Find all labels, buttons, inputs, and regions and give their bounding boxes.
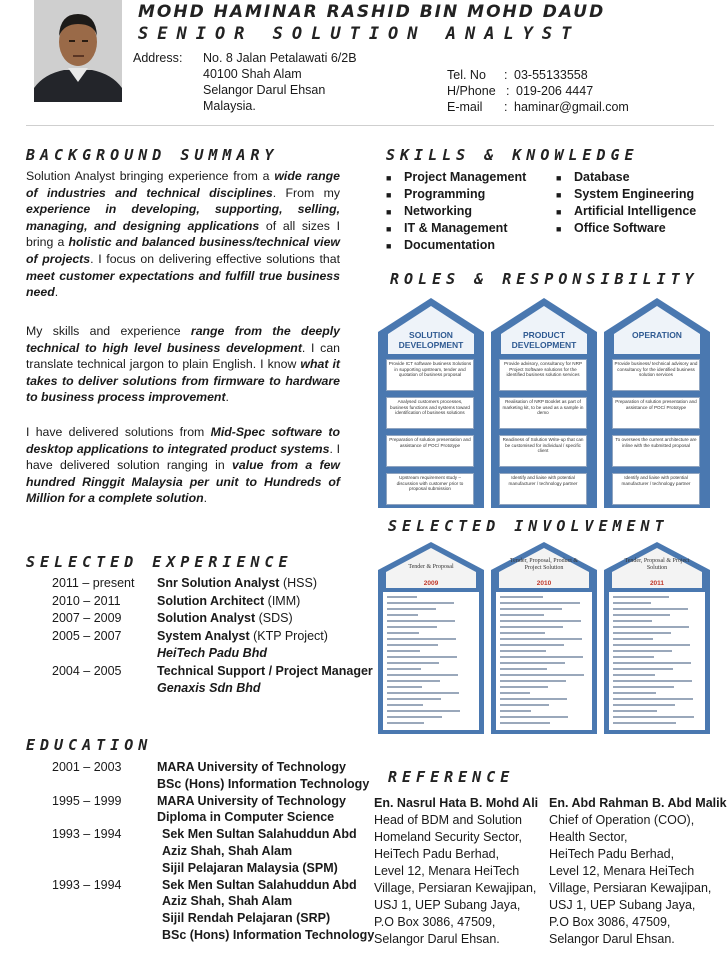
- education-list: [26, 759, 375, 944]
- experience-list: [26, 575, 373, 698]
- involvement-line: [387, 632, 419, 634]
- selected-experience-heading: SELECTED EXPERIENCE: [26, 553, 293, 571]
- involvement-heading: Tender, Proposal & Project Solution: [624, 558, 690, 571]
- education-text: Sek Men Sultan Salahuddun Abd: [162, 827, 357, 842]
- education-heading: EDUCATION: [26, 736, 153, 754]
- skills-list-1: [384, 169, 526, 254]
- involvement-line: [613, 680, 692, 682]
- involvement-line: [387, 620, 455, 622]
- involvement-line: [500, 656, 583, 658]
- involvement-panel: [383, 592, 479, 730]
- involvement-line: [613, 674, 655, 676]
- reference-1: [374, 795, 538, 948]
- involvement-body: [378, 588, 484, 734]
- reference-line: Health Sector,: [549, 830, 628, 844]
- reference-line: HeiTech Padu Berhad,: [549, 847, 675, 861]
- house-roof-icon: [602, 296, 712, 356]
- education-text: MARA University of Technology: [157, 793, 346, 808]
- emphasis-text: Mid-Spec software to desktop applications to integrated product systems: [26, 425, 340, 456]
- involvement-line: [613, 716, 694, 718]
- reference-heading: REFERENCE: [388, 768, 515, 786]
- education-text: BSc (Hons) Information Technology: [157, 776, 370, 791]
- involvement-line: [500, 596, 543, 598]
- role-heading: PRODUCT DEVELOPMENT: [511, 330, 577, 350]
- involvement-line: [387, 614, 418, 616]
- role-box: Analysed customers processes, business functions and systems toward identification of business solutions: [386, 397, 474, 429]
- skill-item: ■ Networking: [384, 203, 526, 220]
- role-heading: SOLUTION DEVELOPMENT: [398, 330, 464, 350]
- involvement-line: [500, 644, 564, 646]
- experience-title: Snr Solution Analyst: [157, 576, 280, 590]
- involvement-line: [500, 668, 547, 670]
- skill-item: ■ Documentation: [384, 237, 526, 254]
- involvement-line: [500, 686, 548, 688]
- education-text: MARA University of Technology: [157, 760, 346, 774]
- involvement-line: [387, 644, 438, 646]
- education-text: Aziz Shah, Shah Alam: [162, 894, 293, 909]
- involvement-line: [387, 674, 458, 676]
- involvement-line: [500, 662, 565, 664]
- involvement-line: [500, 692, 530, 694]
- emphasis-text: wide range of industries and technical disciplines: [26, 169, 340, 200]
- involvement-line: [387, 680, 440, 682]
- body-text: My skills and experience: [26, 324, 191, 338]
- skill-item: ■ IT & Management: [384, 220, 526, 237]
- experience-row: [52, 645, 382, 663]
- involvement-line: [387, 650, 420, 652]
- role-house: [602, 296, 712, 510]
- body-text: .: [203, 491, 208, 506]
- involvement-line: [500, 674, 584, 676]
- involvement-house: [602, 540, 712, 736]
- involvement-line: [613, 608, 688, 610]
- background-paragraph-3: [26, 424, 340, 507]
- experience-title: Technical Support / Project Manager: [157, 663, 373, 678]
- reference-line: Chief of Operation (COO),: [549, 813, 695, 827]
- skill-item: ■ Artificial Intelligence: [554, 203, 696, 220]
- experience-row: [52, 628, 382, 646]
- header-divider: [26, 125, 714, 126]
- education-row: [52, 843, 382, 860]
- involvement-line: [613, 668, 673, 670]
- contact-value: haminar@gmail.com: [514, 100, 629, 114]
- emphasis-text: meet customer expectations and fulfill true business need: [26, 268, 340, 300]
- education-row: [52, 893, 382, 910]
- experience-date: 2005 – 2007: [52, 628, 122, 643]
- involvement-line: [500, 626, 563, 628]
- reference-line: USJ 1, UEP Subang Jaya,: [374, 898, 521, 912]
- experience-org: (IMM): [267, 593, 301, 608]
- role-box: Upstream requirement study – discussion with customer prior to proposal submission: [386, 473, 474, 505]
- involvement-line: [613, 620, 652, 622]
- involvement-panel: [496, 592, 592, 730]
- role-box: Identify and liaise with potential manufacturer / technology partner: [612, 473, 700, 505]
- role-box: Provide business/ technical advisory and consultancy for the identified business solution services: [612, 359, 700, 391]
- involvement-year: 2009: [423, 580, 439, 587]
- education-text: Sijil Pelajaran Malaysia (SPM): [162, 860, 338, 875]
- education-row: [52, 927, 382, 944]
- involvement-line: [613, 644, 690, 646]
- involvement-line: [387, 662, 439, 664]
- contact-label: Tel. No: [447, 68, 486, 82]
- experience-role: [157, 593, 300, 611]
- education-row: [52, 809, 382, 826]
- experience-title: HeiTech Padu Bhd: [157, 646, 267, 660]
- involvement-line: [500, 608, 562, 610]
- involvement-year: 2010: [536, 580, 552, 587]
- experience-row: [52, 663, 382, 681]
- involvement-heading: Tender, Proposal, Product & Project Solution: [509, 558, 579, 571]
- involvement-line: [613, 632, 671, 634]
- involvement-line: [387, 686, 422, 688]
- roles-diagram: [376, 296, 716, 511]
- involvement-line: [387, 698, 441, 700]
- emphasis-text: experience in developing, supporting, selling, managing, and designing applications: [26, 202, 340, 233]
- candidate-name: MOHD HAMINAR RASHID BIN MOHD DAUD: [138, 2, 606, 22]
- contact-value: 03-55133558: [514, 68, 588, 82]
- education-text: Diploma in Computer Science: [157, 810, 335, 825]
- roles-heading: ROLES & RESPONSIBILITY: [390, 270, 699, 288]
- involvement-line: [387, 668, 421, 670]
- involvement-line: [387, 608, 436, 610]
- reference-line: Selangor Darul Ehsan.: [374, 932, 500, 946]
- role-house: [376, 296, 486, 510]
- involvement-line: [387, 704, 423, 706]
- contact-colon: :: [504, 100, 508, 114]
- contact-label: H/Phone: [447, 84, 496, 98]
- role-box: Preparation of solution presentation and assistance of POC/ Prototype: [386, 435, 474, 467]
- body-text: Solution Analyst bringing experience from a: [26, 169, 275, 183]
- profile-photo: [34, 0, 122, 102]
- address-line: 40100 Shah Alam: [203, 67, 302, 81]
- emphasis-text: holistic and balanced business/technical view of projects: [26, 235, 340, 266]
- involvement-line: [387, 722, 424, 724]
- skill-item: ■ Programming: [384, 186, 526, 203]
- education-date: 2001 – 2003: [52, 760, 122, 774]
- role-heading: OPERATION: [632, 330, 682, 340]
- address-line: No. 8 Jalan Petalawati 6/2B: [203, 51, 357, 65]
- involvement-line: [500, 704, 549, 706]
- experience-role: [157, 680, 261, 698]
- background-paragraph-1: [26, 168, 340, 301]
- involvement-line: [613, 596, 669, 598]
- reference-line: Village, Persiaran Kewajipan,: [549, 881, 712, 895]
- education-row: [52, 759, 382, 776]
- job-title: SENIOR SOLUTION ANALYST: [138, 24, 581, 44]
- skill-item: ■ Office Software: [554, 220, 696, 237]
- body-text: of all sizes I bring a: [26, 218, 340, 250]
- involvement-line: [500, 632, 545, 634]
- contact-value: 019-206 4447: [516, 84, 594, 98]
- involvement-line: [613, 710, 657, 712]
- experience-title: Solution Architect: [157, 593, 265, 608]
- involvement-line: [613, 662, 691, 664]
- involvement-line: [613, 686, 674, 688]
- involvement-line: [613, 722, 676, 724]
- involvement-line: [387, 602, 454, 604]
- reference-line: P.O Box 3086, 47509,: [549, 915, 671, 929]
- involvement-line: [500, 710, 531, 712]
- involvement-body: [491, 588, 597, 734]
- education-date: 1993 – 1994: [52, 827, 122, 842]
- address-colon: :: [179, 51, 183, 65]
- involvement-line: [500, 722, 550, 724]
- involvement-line: [387, 596, 417, 598]
- reference-line: USJ 1, UEP Subang Jaya,: [549, 898, 696, 912]
- contact-colon: :: [506, 84, 510, 98]
- involvement-line: [500, 614, 544, 616]
- body-text: . I focus on delivering effective solutions that: [90, 251, 340, 266]
- contact-row-phone: [447, 83, 707, 99]
- skill-item: ■ Project Management: [384, 169, 526, 186]
- experience-title: Solution Analyst: [157, 611, 256, 625]
- reference-line: Head of BDM and Solution: [374, 813, 523, 827]
- experience-org: (KTP Project): [253, 628, 328, 643]
- body-text: I have delivered solutions from: [26, 425, 211, 439]
- experience-row: [52, 680, 382, 698]
- involvement-line: [387, 638, 456, 640]
- experience-role: [157, 628, 328, 646]
- experience-row: [52, 575, 382, 593]
- reference-line: Village, Persiaran Kewajipan,: [374, 881, 537, 895]
- involvement-line: [387, 716, 442, 718]
- role-house: [489, 296, 599, 510]
- experience-date: 2004 – 2005: [52, 663, 122, 678]
- skills-list-2: [554, 169, 696, 237]
- background-summary-heading: BACKGROUND SUMMARY: [26, 146, 279, 164]
- skill-item: ■ Database: [554, 169, 696, 186]
- skill-item: ■ System Engineering: [554, 186, 696, 203]
- contact-row-email: [447, 99, 707, 115]
- education-row: [52, 776, 382, 793]
- experience-role: [157, 575, 317, 593]
- reference-line: P.O Box 3086, 47509,: [374, 915, 496, 929]
- reference-line: Level 12, Menara HeiTech: [549, 864, 695, 878]
- experience-row: [52, 593, 382, 611]
- body-text: . I have delivered solution ranging in: [26, 441, 341, 473]
- involvement-panel: [609, 592, 705, 730]
- experience-org: (SDS): [258, 611, 293, 625]
- reference-name: En. Abd Rahman B. Abd Malik: [549, 796, 727, 810]
- contact-label: E-mail: [447, 100, 483, 114]
- education-text: BSc (Hons) Information Technology: [162, 927, 375, 942]
- involvement-line: [387, 710, 460, 712]
- involvement-line: [500, 698, 567, 700]
- involvement-line: [613, 602, 651, 604]
- body-text: . I can translate technical jargon to plain English. I know: [26, 340, 340, 372]
- body-text: .: [54, 285, 59, 300]
- skills-heading: SKILLS & KNOWLEDGE: [386, 146, 639, 164]
- role-box: Realisation of NRP Booklet as part of marketing kit, to be used as a sample in demo: [499, 397, 587, 429]
- experience-date: 2011 – present: [52, 576, 135, 590]
- involvement-line: [387, 626, 437, 628]
- education-text: Aziz Shah, Shah Alam: [162, 843, 293, 858]
- education-date: 1995 – 1999: [52, 793, 122, 808]
- education-row: [52, 826, 382, 843]
- involvement-body: [604, 588, 710, 734]
- contact-colon: :: [504, 68, 508, 82]
- involvement-line: [500, 620, 581, 622]
- involvement-line: [613, 704, 675, 706]
- education-row: [52, 860, 382, 877]
- reference-name: En. Nasrul Hata B. Mohd Ali: [374, 796, 539, 810]
- role-body: [378, 354, 484, 508]
- involvement-line: [500, 680, 566, 682]
- contact-block: [447, 67, 707, 115]
- involvement-line: [613, 656, 654, 658]
- experience-date: 2007 – 2009: [52, 611, 122, 625]
- education-row: [52, 877, 382, 894]
- background-paragraph-2: [26, 323, 340, 406]
- reference-line: Homeland Security Sector,: [374, 830, 522, 844]
- involvement-line: [613, 638, 653, 640]
- involvement-line: [613, 650, 672, 652]
- education-row: [52, 793, 382, 810]
- body-text: .: [225, 390, 229, 405]
- education-date: 1993 – 1994: [52, 877, 122, 892]
- involvement-line: [613, 626, 689, 628]
- education-text: Sijil Rendah Pelajaran (SRP): [162, 911, 331, 926]
- role-body: [604, 354, 710, 508]
- involvement-heading: Tender & Proposal: [408, 564, 454, 570]
- address-label: Address: [133, 51, 179, 65]
- experience-org: (HSS): [282, 576, 317, 590]
- experience-role: [157, 663, 373, 681]
- involvement-line: [613, 614, 670, 616]
- reference-line: Level 12, Menara HeiTech: [374, 864, 520, 878]
- involvement-line: [500, 716, 568, 718]
- involvement-line: [500, 650, 546, 652]
- involvement-line: [500, 602, 580, 604]
- emphasis-text: what it takes to deliver solutions from firmware to hardware to business process improvement: [26, 357, 340, 405]
- role-box: Provide advisory, consultancy for NRP Project Software solutions for the identified business solution services: [499, 359, 587, 391]
- experience-title: System Analyst: [157, 628, 250, 643]
- involvement-line: [500, 638, 582, 640]
- role-box: Preparation of solution presentation and assistance of POC/ Prototype: [612, 397, 700, 429]
- address-line: Selangor Darul Ehsan: [203, 83, 326, 97]
- involvement-line: [613, 698, 693, 700]
- role-box: To oversees the current architecture are inline with the submitted proposal: [612, 435, 700, 467]
- involvement-year: 2011: [649, 580, 665, 587]
- emphasis-text: value from a few hundred Ringgit Malaysia per unit to Hundreds of Million for a complete solution: [26, 458, 340, 506]
- involvement-house: [489, 540, 599, 736]
- role-box: Identify and liaise with potential manufacturer / technology partner: [499, 473, 587, 505]
- role-box: Readiness of Solution Write-up that can be customised for individual / specific client: [499, 435, 587, 467]
- involvement-line: [387, 692, 459, 694]
- emphasis-text: range from the deeply technical to high level business development: [26, 324, 341, 355]
- involvement-heading: SELECTED INVOLVEMENT: [388, 517, 669, 535]
- experience-role: [157, 645, 267, 663]
- involvement-house: [376, 540, 486, 736]
- person-icon: [34, 0, 122, 102]
- reference-2: [549, 795, 727, 948]
- involvement-line: [387, 656, 457, 658]
- role-body: [491, 354, 597, 508]
- body-text: . From my: [272, 185, 340, 200]
- address-line: Malaysia.: [203, 99, 256, 113]
- role-box: Provide ICT software business Solutions in supporting upstream, tender and quotation of business proposal: [386, 359, 474, 391]
- involvement-line: [613, 692, 656, 694]
- involvement-diagram: [376, 540, 716, 736]
- reference-line: Selangor Darul Ehsan.: [549, 932, 675, 946]
- experience-title: Genaxis Sdn Bhd: [157, 681, 261, 695]
- education-text: Sek Men Sultan Salahuddun Abd: [162, 877, 357, 892]
- contact-row-tel: [447, 67, 707, 83]
- experience-row: [52, 610, 382, 628]
- experience-role: [157, 610, 293, 628]
- address-block: [203, 50, 357, 114]
- reference-line: HeiTech Padu Berhad,: [374, 847, 500, 861]
- experience-date: 2010 – 2011: [52, 593, 121, 608]
- education-row: [52, 910, 382, 927]
